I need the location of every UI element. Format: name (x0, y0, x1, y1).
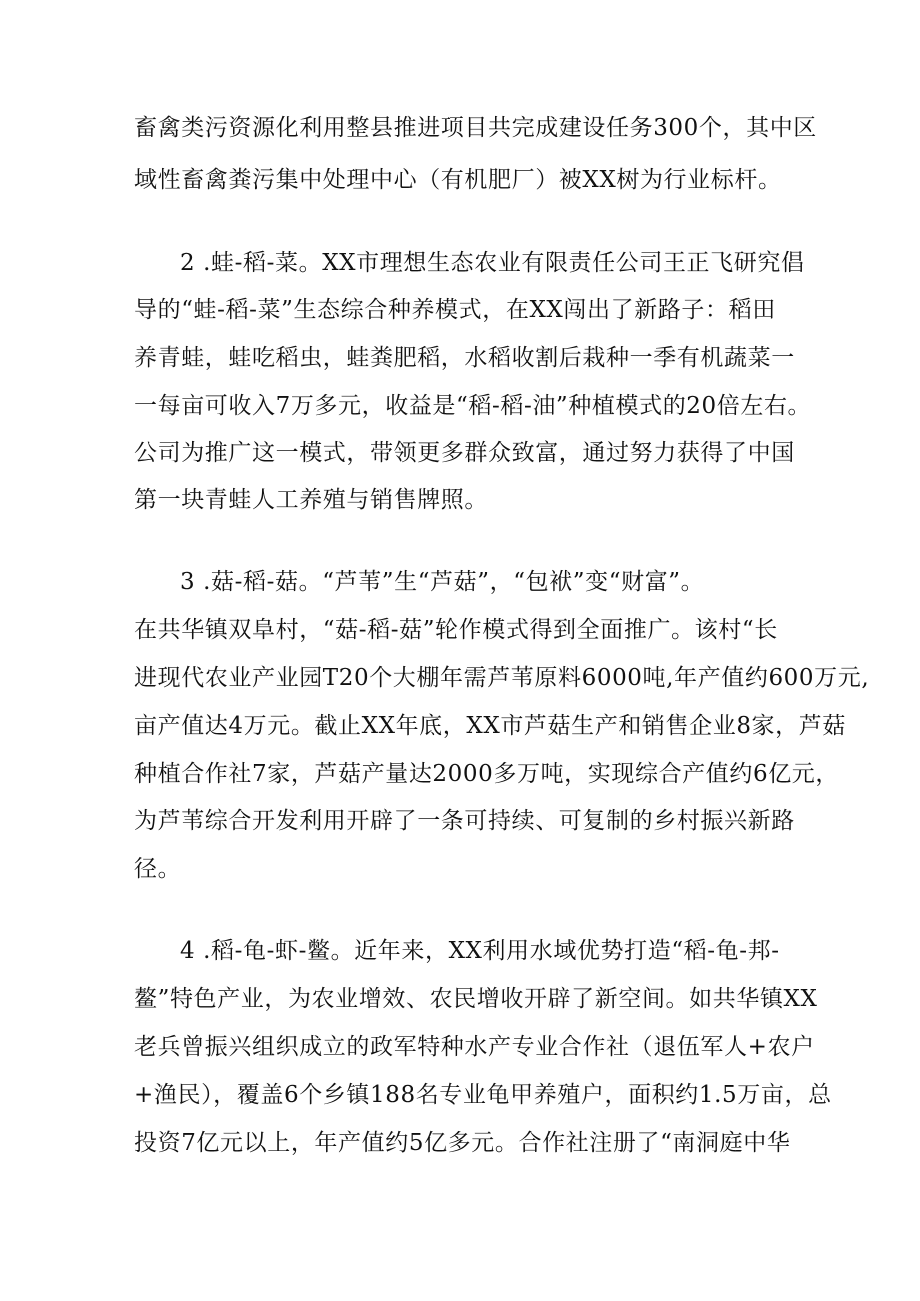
paragraph-2-line-5: 公司为推广这一模式，带领更多群众致富，通过努力获得了中国 (134, 440, 795, 466)
paragraph-4-line-5: 投资7亿元以上，年产值约5亿多元。合作社注册了“南洞庭中华 (134, 1130, 791, 1156)
paragraph-3-line-6: 为芦苇综合开发利用开辟了一条可持续、可复制的乡村振兴新路 (134, 808, 795, 834)
paragraph-3-line-4: 亩产值达4万元。截止XX年底，XX市芦菇生产和销售企业8家，芦菇 (134, 713, 846, 739)
paragraph-4-line-1: 4 .稻-龟-虾-鳖。近年来，XX利用水域优势打造“稻-龟-邦- (180, 938, 780, 964)
paragraph-2-line-4: 一每亩可收入7万多元，收益是“稻-稻-油”种植模式的20倍左右。 (134, 393, 812, 419)
paragraph-3-line-7: 径。 (134, 856, 182, 882)
paragraph-3-line-3: 进现代农业产业园T20个大棚年需芦苇原料6000吨,年产值约600万元, (134, 665, 870, 691)
paragraph-4-line-3: 老兵曾振兴组织成立的政军特种水产专业合作社（退伍军人+农户 (134, 1034, 815, 1060)
paragraph-4-line-4: +渔民），覆盖6个乡镇188名专业龟甲养殖户，面积约1.5万亩，总 (134, 1082, 832, 1108)
paragraph-3-line-5: 种植合作社7家，芦菇产量达2000多万吨，实现综合产值约6亿元， (134, 761, 839, 787)
paragraph-2-line-6: 第一块青蛙人工养殖与销售牌照。 (134, 487, 488, 513)
paragraph-3-line-1: 3 .菇-稻-菇。“芦苇”生“芦菇”，“包袱”变“财富”。 (180, 569, 705, 595)
paragraph-2-line-2: 导的“蛙-稻-菜”生态综合种养模式，在XX闯出了新路子：稻田 (134, 297, 776, 323)
paragraph-2-line-3: 养青蛙，蛙吃稻虫，蛙粪肥稻，水稻收割后栽种一季有机蔬菜一 (134, 345, 795, 371)
paragraph-1-line-1: 畜禽类污资源化利用整县推进项目共完成建设任务300个，其中区 (134, 115, 817, 141)
paragraph-1-line-2: 域性畜禽粪污集中处理中心（有机肥厂）被XX树为行业标杆。 (134, 167, 782, 193)
paragraph-3-line-2: 在共华镇双阜村，“菇-稻-菇”轮作模式得到全面推广。该村“长 (134, 617, 778, 643)
paragraph-2-line-1: 2 .蛙-稻-菜。XX市理想生态农业有限责任公司王正飞研究倡 (180, 250, 805, 276)
paragraph-4-line-2: 鳌”特色产业，为农业增效、农民增收开辟了新空间。如共华镇XX (134, 986, 818, 1012)
